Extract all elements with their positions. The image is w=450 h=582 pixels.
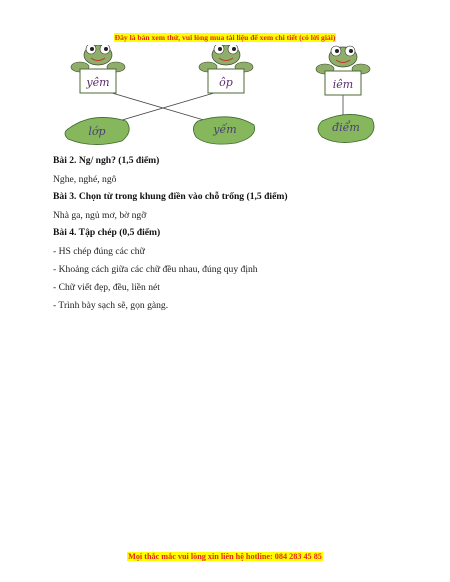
footer-banner-text: Mọi thắc mắc vui lòng xin liên hệ hotline: 084 283 45 85 bbox=[128, 552, 322, 561]
leaf-label-2: yếm bbox=[213, 123, 237, 136]
section-3-heading: Bài 3. Chọn từ trong khung điền vào chỗ trống (1,5 điểm) bbox=[53, 191, 288, 202]
frog-icon-3 bbox=[316, 46, 370, 95]
frog-label-2: ôp bbox=[219, 76, 233, 89]
section-4-item-2: - Khoảng cách giữa các chữ đều nhau, đúng quy định bbox=[53, 264, 258, 275]
leaf-icon-3 bbox=[318, 114, 374, 142]
leaf-icon-2 bbox=[193, 117, 254, 144]
section-3-answer: Nhà ga, ngủ mơ, bờ ngỡ bbox=[53, 210, 147, 221]
matching-illustration bbox=[0, 45, 450, 155]
leaf-label-1: lớp bbox=[88, 125, 106, 138]
footer-banner bbox=[0, 546, 450, 564]
header-banner bbox=[0, 27, 450, 45]
frog-icon-2 bbox=[199, 45, 253, 93]
header-banner-text: Đây là bản xem thử, vui lòng mua tài liệu để xem chi tiết (có lời giải) bbox=[114, 33, 336, 42]
section-4-heading: Bài 4. Tập chép (0,5 điểm) bbox=[53, 227, 161, 238]
section-2-answer: Nghe, nghé, ngô bbox=[53, 174, 117, 185]
frog-label-1: yêm bbox=[86, 76, 110, 89]
section-4-item-3: - Chữ viết đẹp, đều, liền nét bbox=[53, 282, 160, 293]
leaf-label-3: điểm bbox=[332, 121, 360, 134]
section-2-heading: Bài 2. Ng/ ngh? (1,5 điểm) bbox=[53, 155, 160, 166]
section-4-item-1: - HS chép đúng các chữ bbox=[53, 246, 145, 257]
leaf-icon-1 bbox=[65, 117, 129, 144]
frog-icon-1 bbox=[71, 45, 125, 93]
section-4-item-4: - Trình bày sạch sẽ, gọn gàng. bbox=[53, 300, 169, 311]
frog-label-3: iêm bbox=[332, 78, 354, 91]
